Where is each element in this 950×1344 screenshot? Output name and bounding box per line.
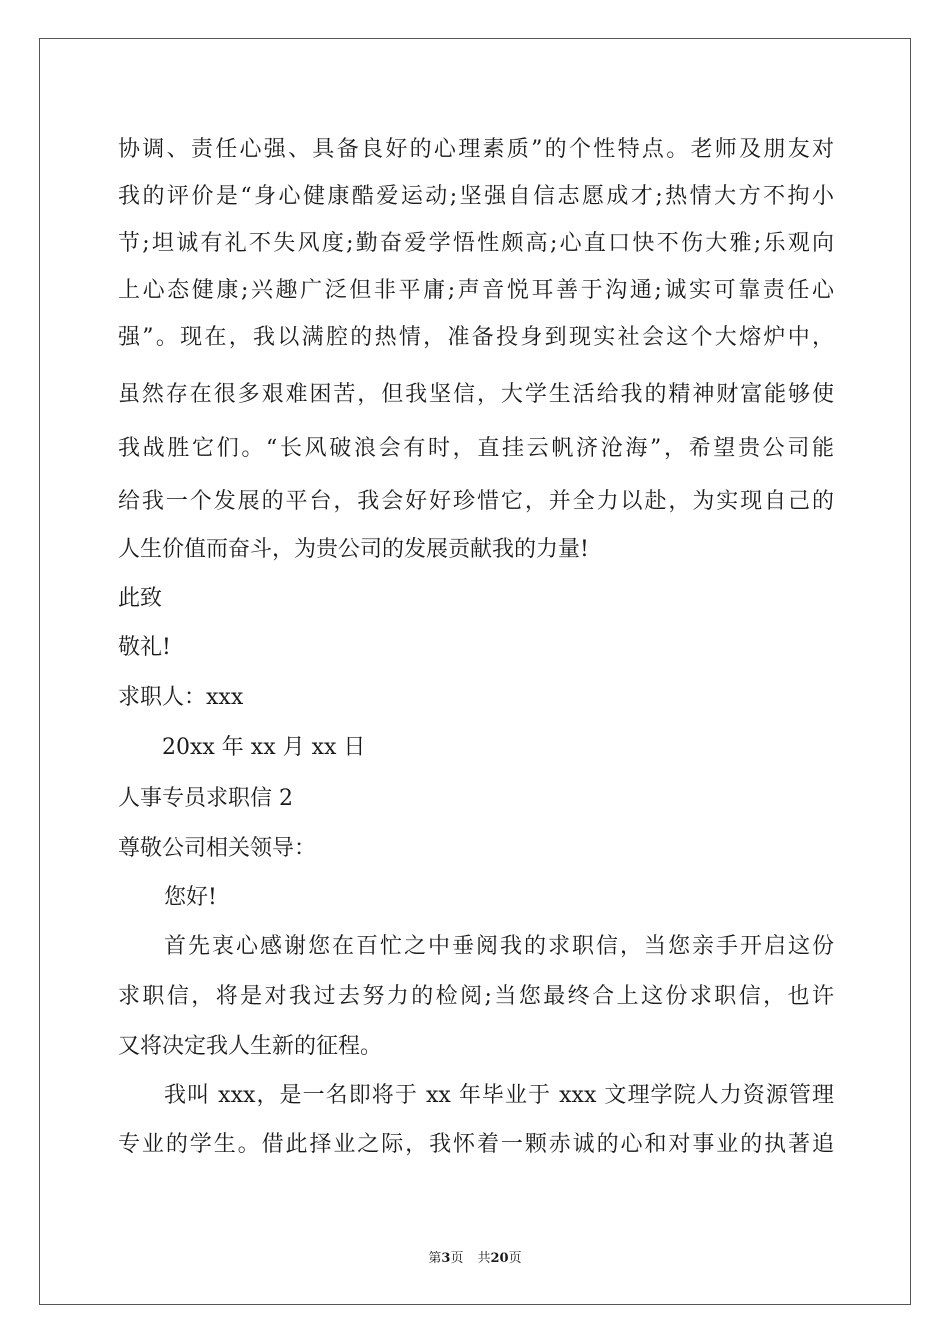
body-line: 求职信，将是对我过去努力的检阅;当您最终合上这份求职信，也许 xyxy=(118,984,834,1009)
body-line: 上心态健康;兴趣广泛但非平庸;声音悦耳善于沟通;诚实可靠责任心 xyxy=(118,278,834,303)
letter-addressee: 尊敬公司相关领导： xyxy=(118,836,317,861)
body-line: 我叫 xxx，是一名即将于 xx 年毕业于 xxx 文理学院人力资源管理 xyxy=(164,1083,834,1108)
closing-salutation: 此致 xyxy=(118,586,163,611)
letter-greeting: 您好! xyxy=(164,885,217,910)
section-title: 人事专员求职信 2 xyxy=(118,786,293,811)
body-line: 虽然存在很多艰难困苦，但我坚信，大学生活给我的精神财富能够使 xyxy=(118,382,834,407)
footer-page-total: 20 xyxy=(490,1251,509,1266)
body-line: 协调、责任心强、具备良好的心理素质”的个性特点。老师及朋友对 xyxy=(118,137,834,162)
body-line: 又将决定我人生新的征程。 xyxy=(118,1034,383,1059)
body-line: 人生价值而奋斗，为贵公司的发展贡献我的力量! xyxy=(118,537,589,562)
footer-page-prefix: 第 xyxy=(428,1251,442,1266)
body-line: 首先衷心感谢您在百忙之中垂阅我的求职信，当您亲手开启这份 xyxy=(164,934,834,959)
body-line: 节;坦诚有礼不失风度;勤奋爱学悟性颇高;心直口快不伤大雅;乐观向 xyxy=(118,231,834,256)
closing-regards: 敬礼! xyxy=(118,635,171,660)
body-line: 给我一个发展的平台，我会好好珍惜它，并全力以赴，为实现自己的 xyxy=(118,489,834,514)
applicant-signature: 求职人：xxx xyxy=(118,685,244,710)
footer-total-unit: 页 xyxy=(508,1251,522,1266)
body-line: 强”。现在，我以满腔的热情，准备投身到现实社会这个大熔炉中， xyxy=(118,325,834,350)
letter-date: 20xx 年 xx 月 xx 日 xyxy=(162,735,366,760)
page-footer xyxy=(0,1247,950,1266)
body-line: 我战胜它们。“长风破浪会有时，直挂云帆济沧海”，希望贵公司能 xyxy=(118,436,834,461)
footer-page-current: 3 xyxy=(441,1251,451,1266)
footer-page-unit: 页 xyxy=(450,1251,464,1266)
footer-total-prefix: 共 xyxy=(477,1251,491,1266)
body-line: 我的评价是“身心健康酷爱运动;坚强自信志愿成才;热情大方不拘小 xyxy=(118,184,834,209)
body-line: 专业的学生。借此择业之际，我怀着一颗赤诚的心和对事业的执著追 xyxy=(118,1132,834,1157)
